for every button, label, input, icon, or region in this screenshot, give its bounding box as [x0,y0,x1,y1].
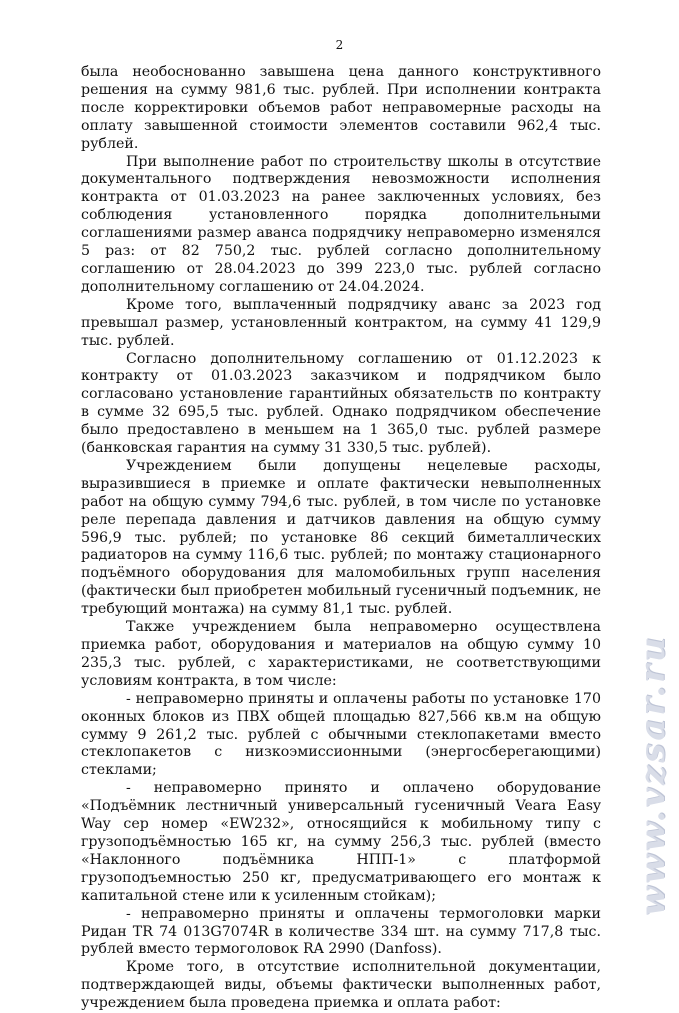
paragraph-7: - неправомерно приняты и оплачены работы по установке 170 оконных блоков из ПВХ общей площадью 827,566 кв.м на общую сумму 9 261,2 тыс. рублей с обычными стеклопакетами вместо стеклопакетов с низкоэмиссионными (энергосберегающими) стеклами; [81,690,601,779]
paragraph-2: При выполнение работ по строительству школы в отсутствие документального подтверждения невозможности исполнения контракта от 01.03.2023 на ранее заключенных условиях, без соблюдения установленного порядка дополнительными соглашениями размер аванса подрядчику неправомерно изменялся 5 раз: от 82 750,2 тыс. рублей согласно дополнительному соглашению от 28.04.2023 до 399 223,0 тыс. рублей согласно дополнительному соглашению от 24.04.2024. [81,153,601,295]
document-body [81,64,601,1013]
paragraph-6: Также учреждением была неправомерно осуществлена приемка работ, оборудования и материалов на общую сумму 10 235,3 тыс. рублей, с характеристиками, не соответствующими условиям контракта, в том числе: [81,619,601,689]
paragraph-5: Учреждением были допущены нецелевые расходы, выразившиеся в приемке и оплате фактически невыполненных работ на общую сумму 794,6 тыс. рублей, в том числе по установке реле перепада давления и датчиков давления на общую сумму 596,9 тыс. рублей; по установке 86 секций биметаллических радиаторов на сумму 116,6 тыс. рублей; по монтажу стационарного подъёмного оборудования для маломобильных групп населения (фактически был приобретен мобильный гусеничный подъемник, не требующий монтажа) на сумму 81,1 тыс. рублей. [81,457,601,618]
paragraph-1: была необоснованно завышена цена данного конструктивного решения на сумму 981,6 тыс. рублей. При исполнении контракта после корректировки объемов работ неправомерные расходы на оплату завышенной стоимости элементов составили 962,4 тыс. рублей. [81,64,601,152]
watermark: www.vzsar.ru [633,634,673,916]
paragraph-9: - неправомерно приняты и оплачены термоголовки марки Ридан TR 74 013G7074R в количестве 334 шт. на сумму 717,8 тыс. рублей вместо термоголовок RA 2990 (Danfoss). [81,905,601,958]
paragraph-3: Кроме того, выплаченный подрядчику аванс за 2023 год превышал размер, установленный контрактом, на сумму 41 129,9 тыс. рублей. [81,296,601,349]
paragraph-8: - неправомерно принято и оплачено оборудование «Подъёмник лестничный универсальный гусеничный Veara Easy Way сер номер «EW232», относящийся к мобильному типу с грузоподъёмностью 165 кг, на сумму 256,3 тыс. рублей (вместо «Наклонного подъёмника НПП-1» с платформой грузоподъемностью 250 кг, предусматривающего его монтаж к капитальной стене или к усиленным стойкам); [81,780,601,904]
page-number: 2 [335,38,344,52]
paragraph-4: Согласно дополнительному соглашению от 01.12.2023 к контракту от 01.03.2023 заказчиком и подрядчиком было согласовано установление гарантийных обязательств по контракту в сумме 32 695,5 тыс. рублей. Однако подрядчиком обеспечение было предоставлено в меньшем на 1 365,0 тыс. рублей размере (банковская гарантия на сумму 31 330,5 тыс. рублей). [81,350,601,457]
paragraph-10: Кроме того, в отсутствие исполнительной документации, подтверждающей виды, объемы фактически выполненных работ, учреждением была проведена приемка и оплата работ: [81,959,601,1012]
